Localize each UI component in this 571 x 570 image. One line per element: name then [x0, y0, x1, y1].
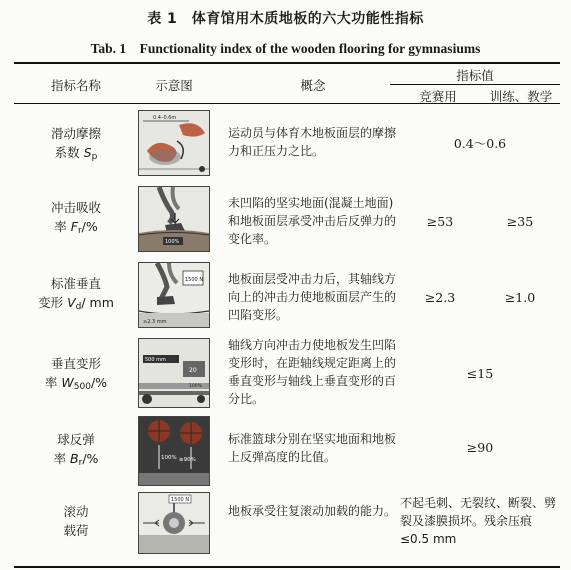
- svg-text:100%: 100%: [189, 384, 202, 389]
- header-concept: 概念: [300, 78, 326, 93]
- value-competition: ≥2.3: [424, 290, 456, 305]
- svg-text:≥2.3 mm: ≥2.3 mm: [143, 319, 167, 325]
- indicator-name: 球反弹 率 $B_r/\%$: [53, 432, 99, 468]
- svg-text:≥90%: ≥90%: [179, 457, 196, 463]
- header-diagram: 示意图: [155, 78, 193, 93]
- value-competition: ≥53: [426, 214, 454, 229]
- deformation-ratio-diagram: [138, 338, 210, 408]
- svg-text:20: 20: [189, 367, 197, 374]
- value-combined: 不起毛刺、无裂纹、断裂、劈裂及漆膜损坏。残余压痕 ≤0.5 mm: [400, 496, 557, 546]
- concept-text: 轴线方向冲击力使地板发生凹陷变形时，在距轴线规定距离上的垂直变形与轴线上垂直变形的百分比。: [228, 338, 397, 406]
- table-row: [14, 256, 560, 334]
- rolling-load-diagram: [138, 492, 210, 554]
- value-subheader-rule: [390, 84, 560, 85]
- svg-text:1500 N: 1500 N: [185, 277, 204, 283]
- table-row: [14, 106, 560, 180]
- concept-text: 地板面层受冲击力后，其轴线方向上的冲击力使地板面层产生的凹陷变形。: [228, 272, 397, 322]
- top-rule: [14, 62, 560, 64]
- vertical-deformation-diagram: [138, 262, 210, 328]
- svg-text:0.4–0.6m: 0.4–0.6m: [153, 115, 177, 121]
- table-row: [14, 490, 560, 566]
- indicator-name: 垂直变形 率 $W_{500}/\%$: [44, 356, 108, 392]
- header-training: 训练、教学: [489, 89, 553, 104]
- bottom-rule: [14, 566, 560, 568]
- value-combined: ≤15: [466, 366, 494, 381]
- indicator-name: 滚动 载荷: [63, 504, 89, 538]
- svg-text:1500 N: 1500 N: [171, 497, 190, 503]
- indicator-name: 冲击吸收 率 $F_r/\%$: [50, 200, 101, 236]
- concept-text: 地板承受往复滚动加载的能力。: [228, 504, 397, 518]
- table-title-cn: 表 1 体育馆用木质地板的六大功能性指标: [147, 11, 424, 27]
- friction-diagram: [138, 110, 210, 176]
- svg-text:500 mm: 500 mm: [145, 357, 166, 363]
- header-value: 指标值: [456, 68, 494, 83]
- table-row: [14, 180, 560, 256]
- header-competition: 竞赛用: [419, 89, 457, 104]
- table-row: [14, 414, 560, 490]
- table-title-en: Tab. 1 Functionality index of the wooden flooring for gymnasiums: [90, 41, 481, 56]
- svg-text:100%: 100%: [165, 239, 180, 245]
- header-name: 指标名称: [50, 78, 101, 93]
- ball-rebound-diagram: [138, 416, 210, 486]
- header-rule: [14, 103, 560, 104]
- table-row: [14, 334, 560, 414]
- svg-text:100%: 100%: [161, 455, 177, 461]
- shock-absorption-diagram: [138, 186, 210, 252]
- indicator-name: 标准垂直 变形 $V_d/$ mm: [38, 276, 114, 312]
- value-training: ≥35: [506, 214, 534, 229]
- concept-text: 标准篮球分别在坚实地面和地板上反弹高度的比值。: [228, 432, 397, 464]
- value-training: ≥1.0: [504, 290, 536, 305]
- value-combined: 0.4～0.6: [453, 136, 507, 151]
- value-combined: ≥90: [466, 440, 494, 455]
- concept-text: 未凹陷的坚实地面(混凝土地面)和地板面层承受冲击后反弹力的变化率。: [228, 196, 397, 246]
- concept-text: 运动员与体育木地板面层的摩擦力和正压力之比。: [228, 126, 397, 158]
- indicator-name: 滑动摩擦 系数 $S_p$: [50, 126, 101, 162]
